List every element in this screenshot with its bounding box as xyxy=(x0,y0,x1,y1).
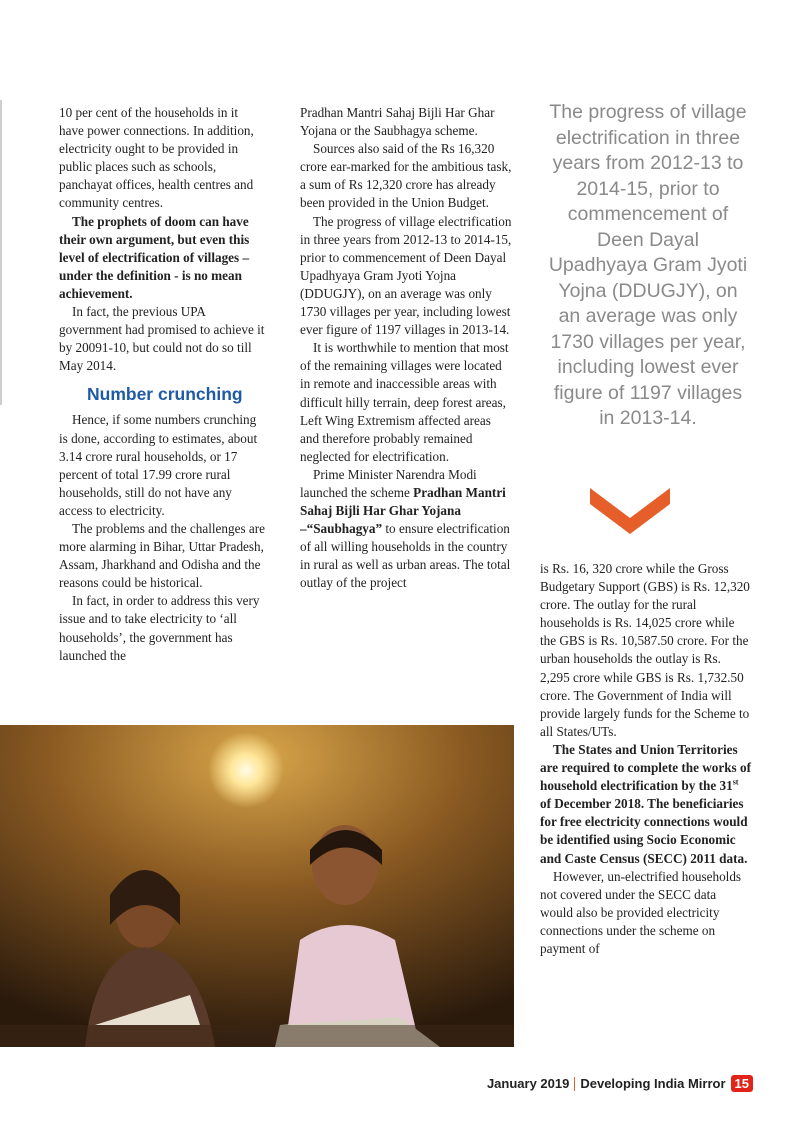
paragraph: The progress of village electrification in three years from 2012-13 to 2014-15, prior to commencement of Deen Dayal Upadhyaya Gram Jyoti Yojna (DDUGJY), on an average was only 1730 villages per year, including lowest ever figure of 1197 villages in 2013-14. xyxy=(300,213,512,338)
photo-children-studying xyxy=(0,725,514,1047)
section-heading: Number crunching xyxy=(87,384,243,405)
paragraph: However, un-electrified households not covered under the SECC data would also be provided electricity connections under the scheme on payment of xyxy=(540,868,742,956)
paragraph: In fact, in order to address this very issue and to take electricity to ‘all households’, the government has launched the xyxy=(59,593,260,663)
paragraph: Hence, if some numbers crunching is done, according to estimates, about 3.14 crore rural households, or 17 percent of total 17.99 crore rural households, still do not have any access to electricity. xyxy=(59,412,258,518)
paragraph: In fact, the previous UPA government had promised to achieve it by 20091-10, but could not do so till May 2014. xyxy=(59,304,265,374)
footer-divider xyxy=(574,1077,575,1091)
page-number-badge: 15 xyxy=(731,1075,753,1092)
bold-paragraph: The States and Union Territories are required to complete the works of household electrification by the 31st of December 2018. The beneficiaries for free electricity connections would be identified using Socio Economic and Caste Census (SECC) 2011 data. xyxy=(540,741,751,866)
margin-rule xyxy=(0,100,2,405)
paragraph: Pradhan Mantri Sahaj Bijli Har Ghar Yojana or the Saubhagya scheme. xyxy=(300,105,495,139)
magazine-name: Developing India Mirror xyxy=(580,1076,726,1091)
paragraph: Sources also said of the Rs 16,320 crore ear-marked for the ambitious task, a sum of Rs 12,320 crore has already been provided in the Union Budget. xyxy=(300,141,512,211)
scheme-name: Pradhan Mantri Sahaj Bijli Har Ghar Yojana –“Saubhagya” xyxy=(300,484,506,537)
column-3 xyxy=(540,560,752,958)
column-1 xyxy=(59,104,265,665)
paragraph: 10 per cent of the households in it have power connections. In addition, electricity ought to be provided in public places such as schools, panchayat offices, health centres and community centres. xyxy=(59,105,254,211)
bold-paragraph: The prophets of doom can have their own argument, but even this level of electrification of villages – under the definition - is no mean achievement. xyxy=(59,213,250,301)
chevron-down-icon xyxy=(590,488,670,534)
paragraph: is Rs. 16, 320 crore while the Gross Budgetary Support (GBS) is Rs. 12,320 crore. The outlay for the rural households is Rs. 14,025 crore while the GBS is Rs. 10,587.50 crore. For the urban households the outlay is Rs. 2,295 crore while GBS is Rs. 1,732.50 crore. The Government of India will provide largely funds for the Scheme to all States/UTs. xyxy=(540,561,750,739)
page-footer xyxy=(487,1075,753,1092)
issue-date: January 2019 xyxy=(486,1076,570,1091)
paragraph: It is worthwhile to mention that most of the remaining villages were located in remote and inaccessible areas with difficult hilly terrain, deep forest areas, Left Wing Extremism affected areas and therefore probably remained neglected for electrification. xyxy=(300,340,509,464)
paragraph: The problems and the challenges are more alarming in Bihar, Uttar Pradesh, Assam, Jharkhand and Odisha and the reasons could be historical. xyxy=(59,520,265,591)
column-2 xyxy=(300,104,512,593)
paragraph: Prime Minister Narendra Modi launched the scheme Pradhan Mantri Sahaj Bijli Har Ghar Yojana –“Saubhagya” to ensure electrification of all willing households in the country in rural as well as urban areas. The total outlay of the project xyxy=(300,466,511,591)
pull-quote: The progress of village electrification in three years from 2012-13 to 2014-15, prior to commencement of Deen Dayal Upadhyaya Gram Jyoti Yojna (DDUGJY), on an average was only 1730 villages per year, including lowest ever figure of 1197 villages in 2013-14. xyxy=(548,101,748,429)
